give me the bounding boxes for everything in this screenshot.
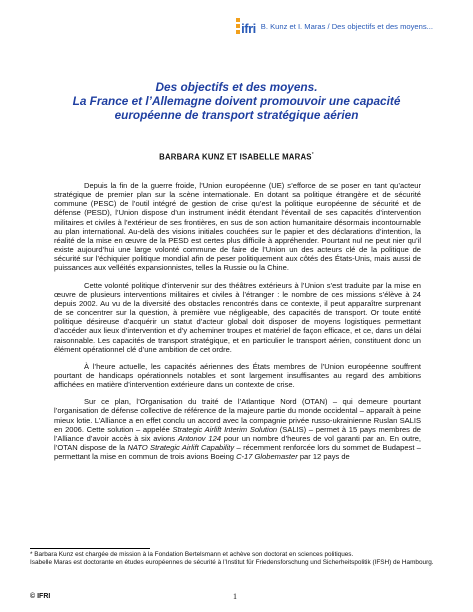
paragraph-4: [54, 397, 421, 461]
body-text: [54, 181, 421, 469]
p4-emphasis-nato-sac: NATO Strategic Airlift Capability: [127, 443, 235, 453]
p4-emphasis-antonov: Antonov 124: [177, 433, 221, 443]
title-line-2: La France et l’Allemagne doivent promouvoir une capacité: [72, 94, 401, 108]
author-names: BARBARA KUNZ ET ISABELLE MARAS: [159, 152, 312, 162]
paragraph-3: À l’heure actuelle, les capacités aériennes des États membres de l’Union européenne souffrent pourtant de handicaps opérationnels notables et sont largement insuffisantes au regard des ambitions affichées en matière d’intervention extérieure dans un contexte de crise.: [54, 361, 421, 390]
footnote: [30, 551, 442, 567]
p4-emphasis-c17: C-17 Globemaster: [236, 452, 298, 462]
footnote-line-1: * Barbara Kunz est chargée de mission à la Fondation Bertelsmann et achève son doctorat en sciences politiques.: [30, 551, 354, 558]
p4-text-e: par 12 pays de: [297, 452, 350, 462]
running-header: [236, 17, 433, 35]
p4-emphasis-salis: Strategic Airlift Interim Solution: [172, 424, 278, 434]
logo-dots-icon: [236, 17, 240, 35]
footer-copyright: © IFRI: [30, 593, 51, 600]
running-title: B. Kunz et I. Maras / Des objectifs et des moyens...: [260, 21, 433, 31]
document-title: [30, 80, 443, 122]
paragraph-1: Depuis la fin de la guerre froide, l’Union européenne (UE) s’efforce de se poser en tant qu’acteur stratégique de premier plan sur la scène internationale. En dotant sa politique étrangère et de sécurité commune (PESC) de l’outil intégré de gestion de crise qu’est la politique européenne de sécurité et de défense (PESD), l’Union dispose d’un instrument inédit étendant l’éventail de ses capacités d’intervention militaires et civiles à l’extérieur de ses frontières, en sus de son action humanitaire désormais incontournable au plan international. Au-delà des visions initiales couchées sur le papier et des déclarations d’intention, la réalité de la mise en œuvre de la PESD est certes plus difficile à appréhender. Pourtant nul ne peut nier qu’il existe aujourd’hui une large volonté commune de faire de l’Union un des acteurs clé de la politique de sécurité sur l’échiquier politique mondial afin de peser politiquement aux côtés des États-Unis, mais aussi de puissances aux velléités expansionnistes, telles la Russie ou la Chine.: [54, 181, 421, 273]
footnote-divider: [30, 548, 150, 549]
ifri-logo: [236, 17, 256, 35]
logo-text: ifri: [241, 21, 256, 36]
p4-text-a: Sur ce plan, l’Organisation du traité de l’Atlantique Nord (OTAN) – qui demeure pourtant l’organisation de défense collective de référence de la majeure partie du monde occidental – apparaît à peine mieux lotie. L’Alliance a en effet conclu un accord avec la compagnie privée russo-ukrainienne Ruslan SALIS en 2006. Cette solution – appelée: [54, 397, 421, 434]
p4-text-c: pour un nombre d’heures de vol garanti par an. En outre, l’OTAN dispose de la: [54, 433, 422, 453]
authors-line: [30, 152, 443, 162]
author-footnote-mark: *: [311, 152, 314, 158]
page-number: 1: [233, 592, 237, 601]
p4-text-b: (SALIS) – permet à 15 pays membres de l’Alliance d’avoir accès à six avions: [54, 424, 421, 443]
paragraph-2: Cette volonté politique d’intervenir sur des théâtres extérieurs à l’Union s’est traduite par la mise en œuvre de plusieurs interventions militaires et civiles à l’étranger : le nombre de ces missions s’élève à 24 depuis 2002. Au vu de la diversité des obstacles rencontrés dans ce contexte, il peut apparaître surprenant de se concentrer sur la question, à première vue négligeable, des capacités de transport. Or toute entité politique désireuse d’acquérir un statut d’acteur global doit disposer de moyens logistiques permettant d’accéder aux lieux d’intervention et d’y acheminer troupes et matériel de façon efficace, et ce, dans un délai raisonnable. Les capacités de transport stratégique, et en particulier le transport aérien, constituent donc un élément opérationnel clé d’une ambition de cet ordre.: [54, 280, 421, 354]
footnote-line-2: Isabelle Maras est doctorante en études européennes de sécurité à l’Institut für Friedensforschung und Sicherheitspolitik (IFSH) de Hambourg.: [30, 559, 434, 566]
title-line-1: Des objectifs et des moyens.: [155, 80, 318, 94]
title-line-3: européenne de transport stratégique aérien: [114, 108, 359, 122]
p4-text-d: – récemment renforcée lors du sommet de Budapest – permettant la mise en commun de trois avions Boeing: [54, 443, 421, 462]
